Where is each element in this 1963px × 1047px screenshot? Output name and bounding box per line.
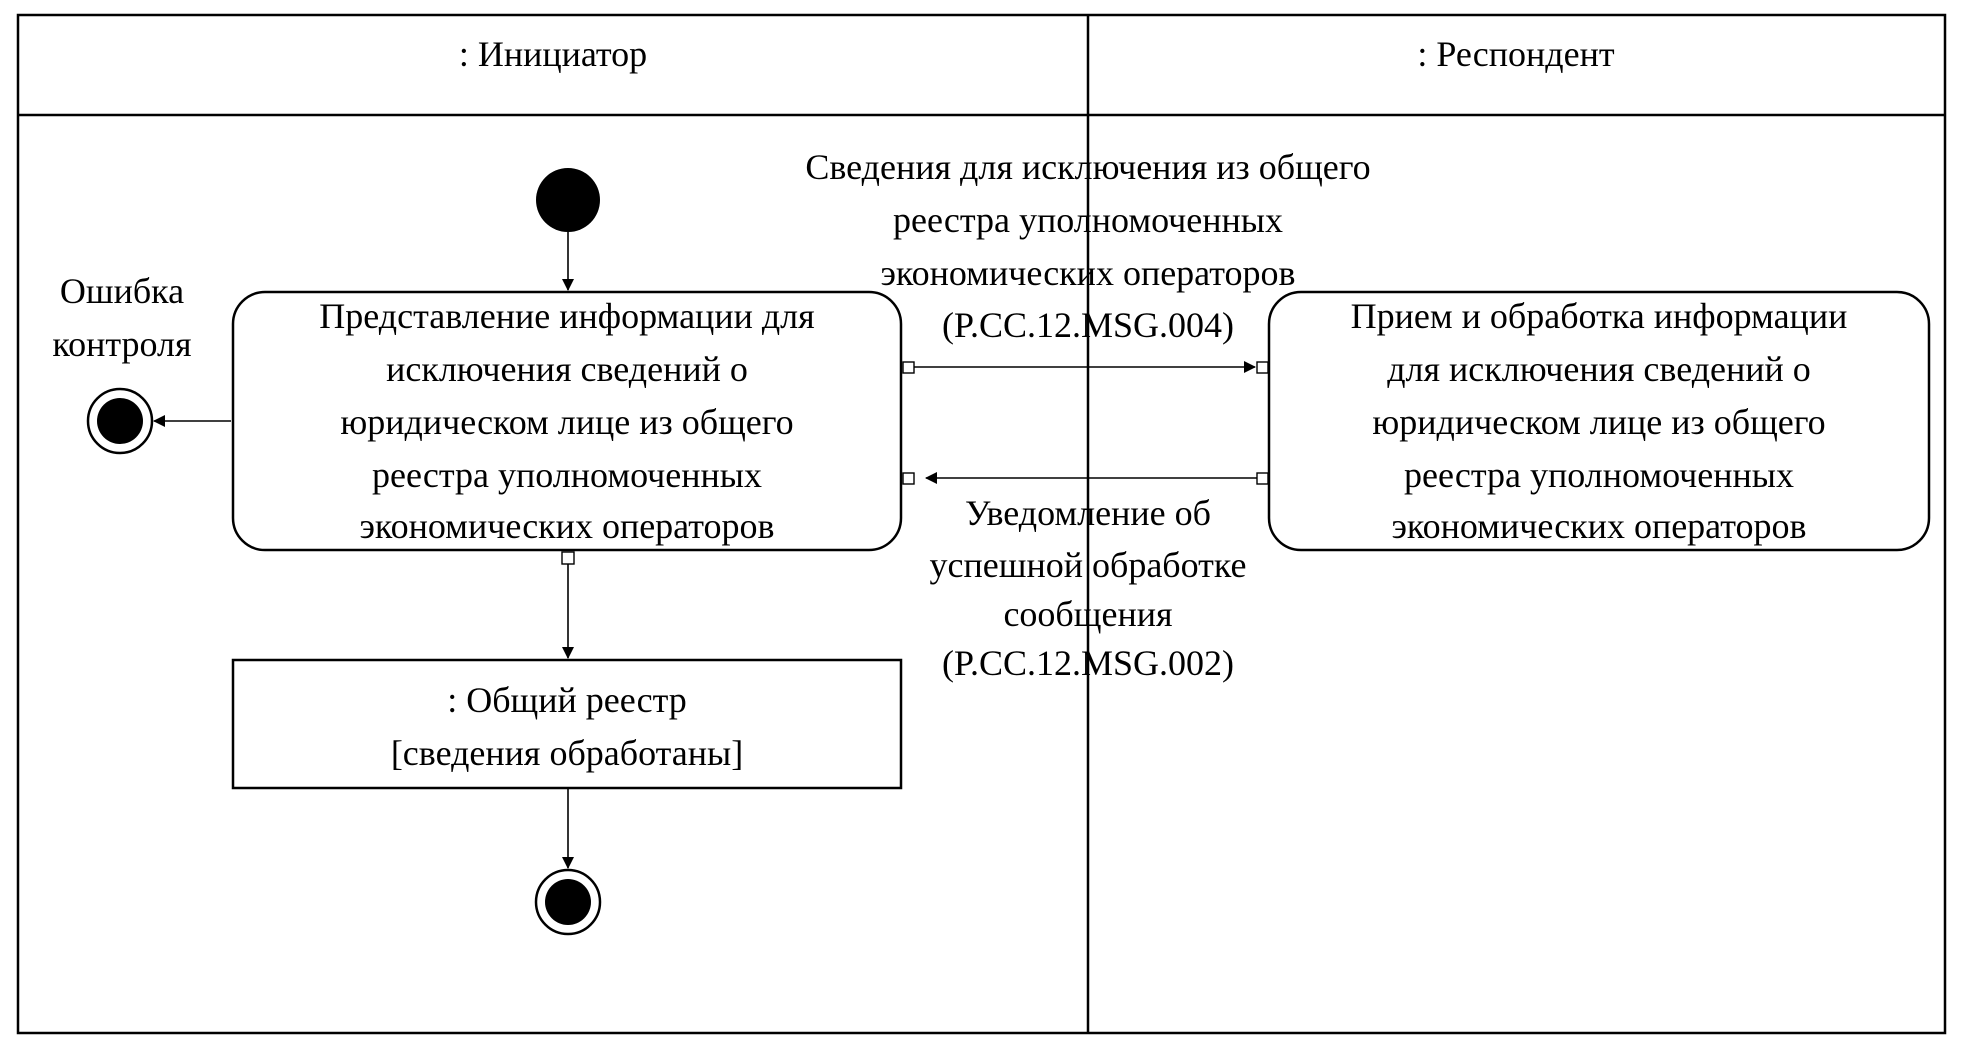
pin-submit-output [562,552,574,564]
final-node-error-dot [97,398,143,444]
message-request-line-2: реестра уполномоченных [893,200,1283,240]
activity-submit [233,292,901,550]
activity-receive-line-5: экономических операторов [1391,506,1807,546]
activity-submit-line-1: Представление информации для [319,296,815,336]
message-response-line-1: Уведомление об [965,493,1211,533]
message-request-line-4: (P.CC.12.MSG.004) [941,305,1235,345]
final-node-error [88,389,152,453]
lane-title-respondent: : Респондент [1417,34,1615,74]
object-node-registry [233,660,901,788]
pin-request-out [903,362,914,373]
error-label-line-1: Ошибка [59,271,185,311]
message-response-line-4: (P.CC.12.MSG.002) [941,643,1235,683]
activity-receive-line-3: юридическом лице из общего [1372,402,1826,442]
initial-node [536,168,600,232]
activity-submit-line-4: реестра уполномоченных [372,455,762,495]
lane-title-initiator: : Инициатор [458,34,648,74]
final-node-dot [545,879,591,925]
object-node-line-1: : Общий реестр [447,680,687,720]
pin-response-in [903,473,914,484]
message-response-line-3: сообщения [1003,594,1173,634]
activity-submit-line-2: исключения сведений о [386,349,748,389]
activity-submit-line-3: юридическом лице из общего [340,402,794,442]
activity-receive [1269,292,1929,550]
error-label-line-2: контроля [52,324,192,364]
activity-receive-line-4: реестра уполномоченных [1404,455,1794,495]
final-node [536,870,600,934]
message-request-line-3: экономических операторов [880,253,1296,293]
object-node-line-2: [сведения обработаны] [390,733,744,773]
activity-receive-line-1: Прием и обработка информации [1350,296,1848,336]
pin-response-out [1257,473,1268,484]
activity-receive-line-2: для исключения сведений о [1387,349,1811,389]
pin-request-in [1257,362,1268,373]
message-request-line-1: Сведения для исключения из общего [805,147,1371,187]
message-response-line-2: успешной обработке [929,545,1247,585]
activity-submit-line-5: экономических операторов [359,506,775,546]
